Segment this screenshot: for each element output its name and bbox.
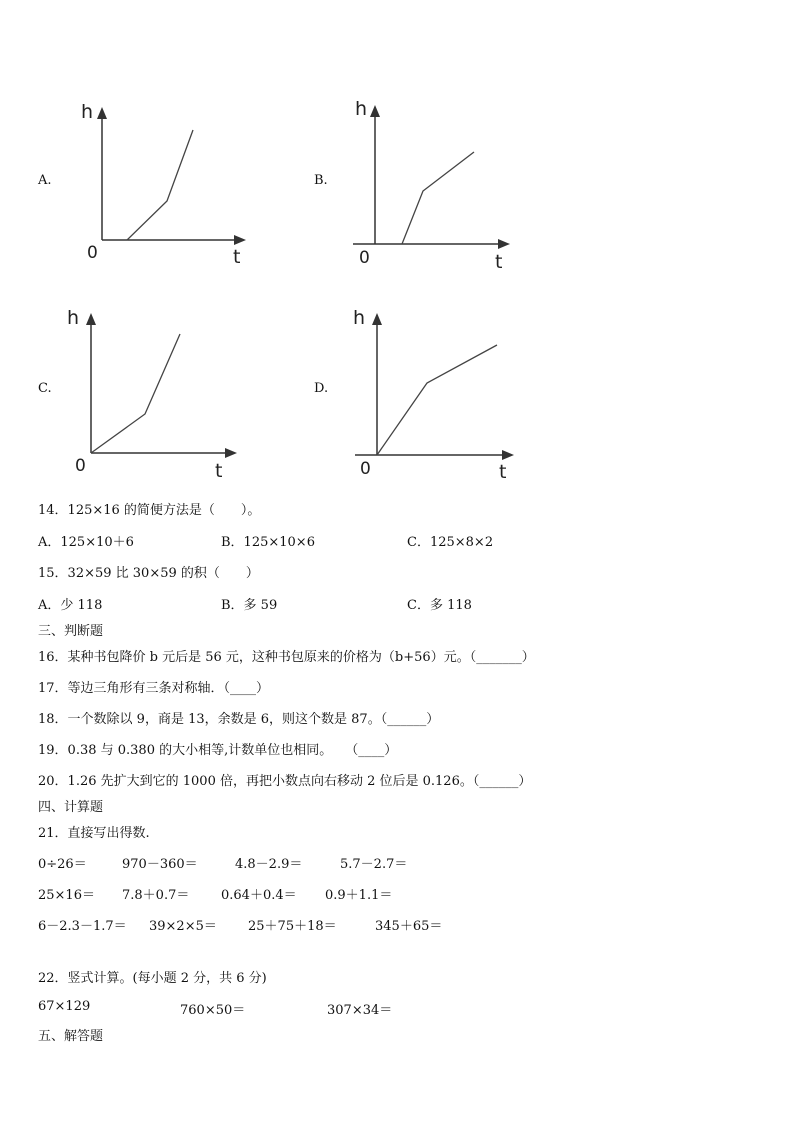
graph-d [350,303,525,483]
y-axis-arrow [97,107,107,119]
origin-label: 0 [359,248,370,268]
q15-option-c: C．多 118 [407,598,472,613]
x-axis-arrow [498,239,510,249]
section-heading-calc: 四、计算题 [38,800,104,815]
y-axis-label: h [81,101,94,123]
x-axis-arrow [234,235,246,245]
question-17: 17．等边三角形有三条对称轴．（____） [38,681,270,696]
graph-line [377,345,497,455]
x-axis-label: t [499,461,507,483]
calc-item: 970－360＝ [122,857,198,872]
graph-line [402,152,474,244]
question-22: 22．竖式计算。(每小题 2 分，共 6 分) [38,971,267,986]
y-axis-label: h [355,98,368,120]
x-axis-label: t [495,251,503,273]
section-heading-judge: 三、判断题 [38,624,104,639]
vertical-calc-item: 67×129 [38,999,91,1014]
calc-item: 0.64＋0.4＝ [221,888,297,903]
y-axis-label: h [353,307,366,329]
calc-item: 25×16＝ [38,888,95,903]
q14-option-a: A．125×10＋6 [38,535,134,550]
calc-item: 7.8＋0.7＝ [122,888,190,903]
question-20: 20．1.26 先扩大到它的 1000 倍，再把小数点向右移动 2 位后是 0.126。（______） [38,774,532,789]
calc-item: 4.8－2.9＝ [235,857,303,872]
question-14: 14．125×16 的简便方法是（ ）。 [38,503,261,518]
x-axis-label: t [215,460,223,482]
graph-c [62,303,242,483]
calc-item: 39×2×5＝ [149,919,217,934]
x-axis-arrow [502,450,514,460]
origin-label: 0 [360,459,371,479]
calc-item: 0.9＋1.1＝ [325,888,393,903]
question-18: 18．一个数除以 9，商是 13，余数是 6，则这个数是 87。（______） [38,712,440,727]
calc-item: 0÷26＝ [38,857,87,872]
graph-b [350,95,525,273]
graph-line [91,334,180,453]
question-15: 15．32×59 比 30×59 的积（ ） [38,566,259,581]
y-axis-arrow [370,105,380,117]
q15-option-a: A．少 118 [38,598,103,613]
question-16: 16．某种书包降价 b 元后是 56 元，这种书包原来的价格为（b+56）元。（_______） [38,650,535,665]
section-heading-solve: 五、解答题 [38,1029,104,1044]
q14-option-c: C．125×8×2 [407,535,494,550]
graph-line [127,130,193,240]
question-21: 21．直接写出得数. [38,826,150,841]
option-label-d: D. [314,381,329,396]
option-label-c: C. [38,381,52,396]
calc-item: 6－2.3－1.7＝ [38,919,127,934]
origin-label: 0 [87,243,98,263]
calc-item: 5.7－2.7＝ [340,857,408,872]
vertical-calc-item: 307×34＝ [327,1003,393,1018]
y-axis-arrow [372,313,382,325]
graph-a [75,95,255,270]
q14-option-b: B．125×10×6 [221,535,315,550]
calc-item: 25＋75＋18＝ [248,919,337,934]
calc-item: 345＋65＝ [375,919,443,934]
y-axis-arrow [86,313,96,325]
vertical-calc-item: 760×50＝ [180,1003,246,1018]
x-axis-label: t [233,246,241,268]
option-label-b: B. [314,173,328,188]
x-axis-arrow [225,448,237,458]
y-axis-label: h [67,307,80,329]
origin-label: 0 [75,456,86,476]
option-label-a: A. [38,173,52,188]
question-19: 19．0.38 与 0.380 的大小相等,计数单位也相同。 （____） [38,743,398,758]
q15-option-b: B．多 59 [221,598,278,613]
